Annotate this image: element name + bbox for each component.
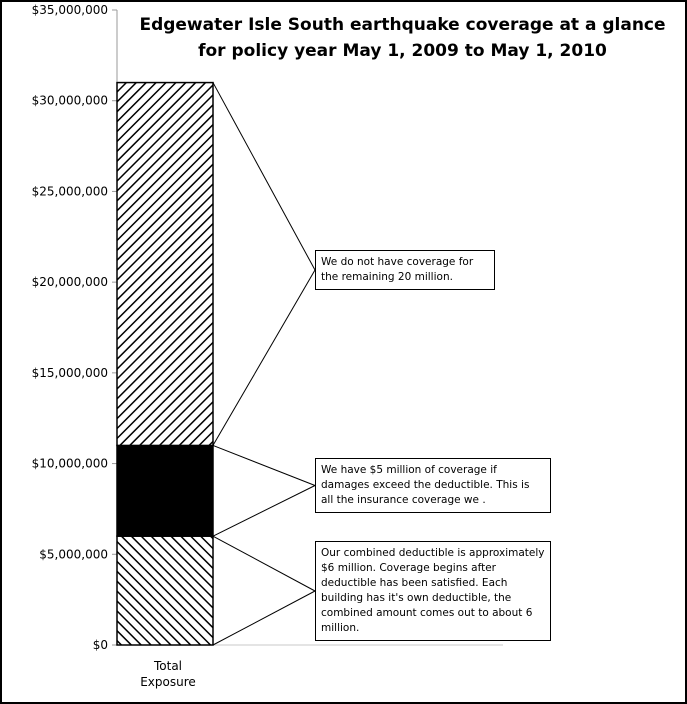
annotation-deductible: [315, 541, 551, 641]
annotation-leader-line: [213, 486, 315, 537]
chart-title-line-2: for policy year May 1, 2009 to May 1, 2010: [198, 41, 607, 61]
annotation-leader-line: [213, 591, 315, 645]
stacked-bar: [117, 83, 213, 645]
y-tick-label: $5,000,000: [39, 547, 108, 562]
annotation-leader-line: [213, 445, 315, 485]
annotation-uncovered: [315, 250, 495, 290]
y-tick-label: $35,000,000: [31, 3, 108, 17]
annotation-coverage-text: We have $5 million of coverage if damages exceed the deductible. This is all the insurance coverage we .: [321, 464, 530, 506]
y-tick-label: $20,000,000: [31, 275, 108, 290]
x-category-label-line-2: Exposure: [140, 675, 196, 689]
annotation-deductible-text: Our combined deductible is approximately $6 million. Coverage begins after deductible has been satisfied. Each building has it's own deductible, the combined amount comes out to about 6 million.: [321, 547, 545, 634]
annotation-leader-line: [213, 536, 315, 591]
annotation-leaders: [213, 83, 315, 645]
annotation-coverage: [315, 458, 551, 513]
y-tick-label: $10,000,000: [31, 456, 108, 471]
annotation-leader-line: [213, 270, 315, 445]
bar-segment: [117, 83, 213, 446]
bar-segment: [117, 536, 213, 645]
x-category-label: [128, 658, 208, 690]
annotation-leader-line: [213, 83, 315, 270]
y-tick-label: $15,000,000: [31, 365, 108, 380]
x-category-label-line-1: Total: [153, 659, 183, 673]
annotation-uncovered-text: We do not have coverage for the remaining 20 million.: [321, 256, 474, 283]
y-tick-label: $25,000,000: [31, 184, 108, 199]
bar-segment: [117, 445, 213, 536]
y-tick-label: $0: [92, 638, 108, 652]
chart-title-line-1: Edgewater Isle South earthquake coverage at a glance: [139, 15, 666, 35]
y-tick-label: $30,000,000: [31, 93, 108, 108]
